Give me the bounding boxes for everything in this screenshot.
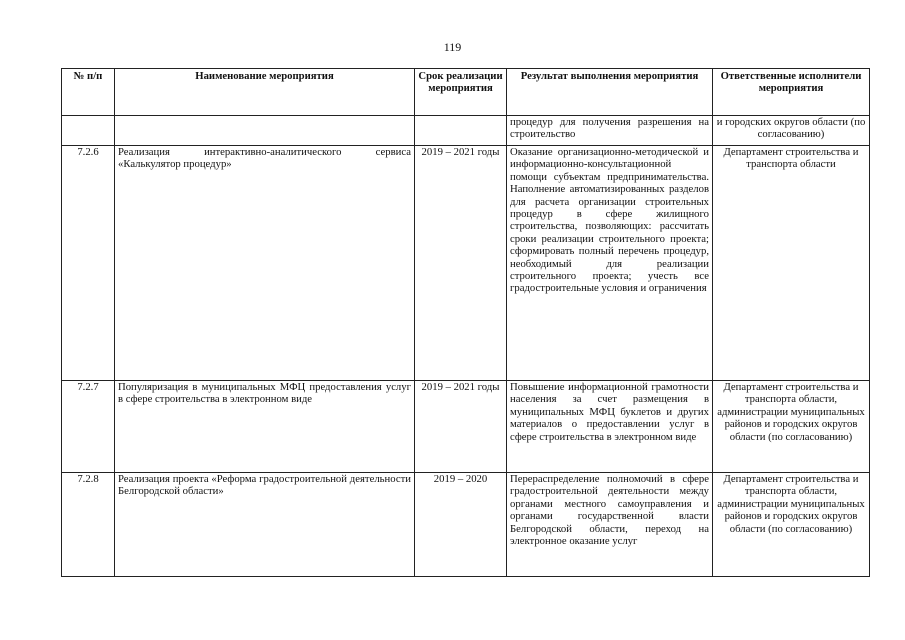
row-term: 2019 – 2021 годы [415, 381, 507, 473]
row-name [115, 116, 415, 146]
row-responsible: и городских округов области (по согласованию) [713, 116, 870, 146]
row-num: 7.2.7 [62, 381, 115, 473]
row-responsible: Департамент строительства и транспорта области, администрации муниципальных районов и городских округов области (по согласованию) [713, 473, 870, 577]
row-term [415, 116, 507, 146]
page-number: 119 [443, 40, 462, 54]
row-num: 7.2.8 [62, 473, 115, 577]
row-result: Оказание организационно-методической и информационно-консультационной помощи субъектам предпринимательства. Наполнение автоматизированных разделов для расчета организации строительных процедур в сфере жилищного строительства, позволяющих: рассчитать сроки реализации строительного проекта; сформировать полный перечень процедур, необходимый для реализации строительного проекта; учесть все градостроительные условия и ограничения [507, 146, 713, 381]
row-name: Реализация интерактивно-аналитического сервиса «Калькулятор процедур» [115, 146, 415, 381]
activities-table [61, 68, 870, 577]
row-name: Реализация проекта «Реформа градостроительной деятельности Белгородской области» [115, 473, 415, 577]
row-responsible: Департамент строительства и транспорта области, администрации муниципальных районов и городских округов области (по согласованию) [713, 381, 870, 473]
row-num [62, 116, 115, 146]
header-result: Результат выполнения мероприятия [507, 69, 713, 116]
row-term: 2019 – 2021 годы [415, 146, 507, 381]
table-row [62, 381, 870, 473]
table-row [62, 146, 870, 381]
row-name: Популяризация в муниципальных МФЦ предоставления услуг в сфере строительства в электронном виде [115, 381, 415, 473]
table-row [62, 116, 870, 146]
row-responsible: Департамент строительства и транспорта области [713, 146, 870, 381]
row-num: 7.2.6 [62, 146, 115, 381]
row-result: процедур для получения разрешения на строительство [507, 116, 713, 146]
row-term: 2019 – 2020 [415, 473, 507, 577]
header-num: № п/п [62, 69, 115, 116]
row-result: Повышение информационной грамотности населения за счет размещения в муниципальных МФЦ буклетов и других материалов о предоставлении услуг в сфере строительства в электронном виде [507, 381, 713, 473]
row-result: Перераспределение полномочий в сфере градостроительной деятельности между органами местного самоуправления и органами государственной власти Белгородской области, переход на электронное оказание услуг [507, 473, 713, 577]
table-header-row [62, 69, 870, 116]
header-name: Наименование мероприятия [115, 69, 415, 116]
header-responsible: Ответственные исполнители мероприятия [713, 69, 870, 116]
table-row [62, 473, 870, 577]
header-term: Срок реализации мероприятия [415, 69, 507, 116]
